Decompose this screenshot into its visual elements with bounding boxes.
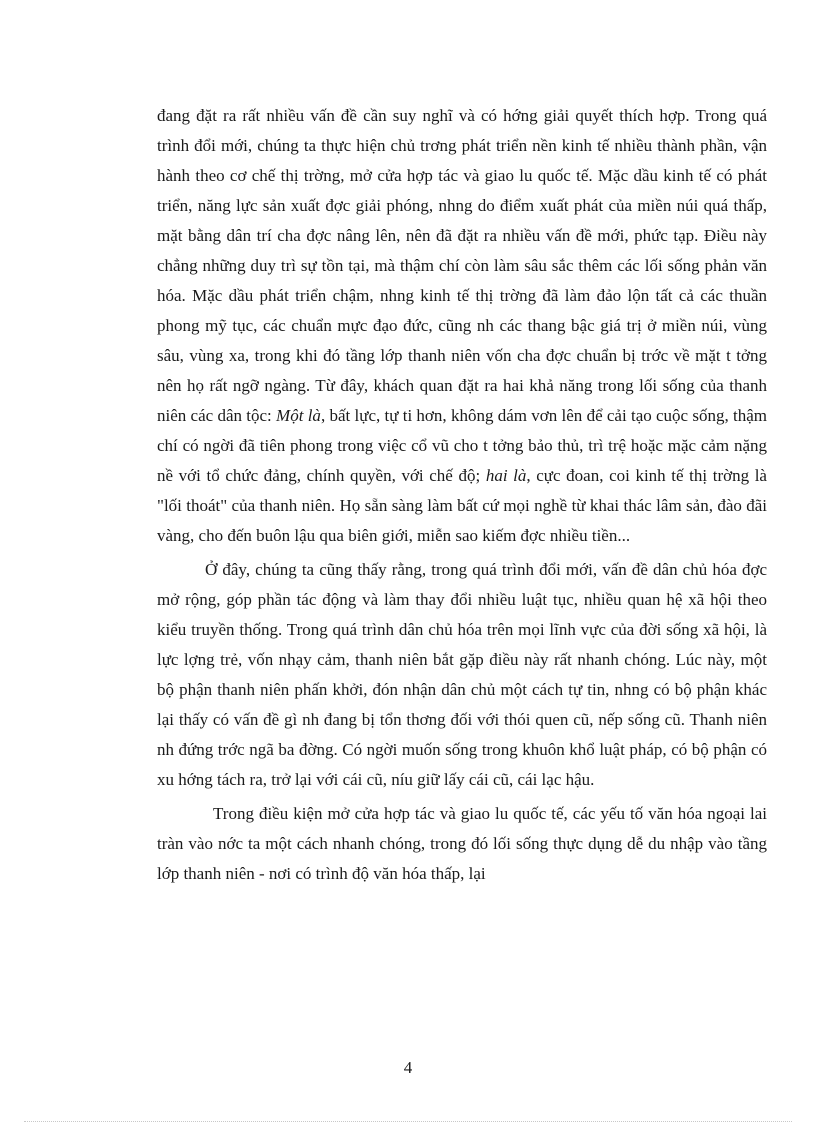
italic-phrase-mot-la: Một là bbox=[276, 406, 321, 425]
paragraph-1-text-b: , bất lực, tự ti hơn, không dám vơn lên để cải tạo cuộc sống, thậm chí có ngời đã tiên phong trong việc cổ vũ cho t tởng bảo thủ, trì trệ hoặc mặc cảm nặng nề với tổ chức đảng, chính quyền, với chế độ; bbox=[157, 406, 768, 485]
body-text bbox=[157, 101, 767, 889]
paragraph-1 bbox=[157, 101, 767, 551]
paragraph-2: Ở đây, chúng ta cũng thấy rằng, trong quá trình đổi mới, vấn đề dân chủ hóa đợc mở rộng, góp phần tác động và làm thay đổi nhiều luật tục, nhiều quan hệ xã hội theo kiểu truyền thống. Trong quá trình dân chủ hóa trên mọi lĩnh vực của đời sống xã hội, là lực lợng trẻ, vốn nhạy cảm, thanh niên bắt gặp điều này rất nhanh chóng. Lúc này, một bộ phận thanh niên phấn khởi, đón nhận dân chủ một cách tự tin, nhng có bộ phận khác lại thấy có vấn đề gì nh đang bị tổn thơng đối với thói quen cũ, nếp sống cũ. Thanh niên nh đứng trớc ngã ba đờng. Có ngời muốn sống trong khuôn khổ luật pháp, có bộ phận có xu hớng tách ra, trở lại với cái cũ, níu giữ lấy cái cũ, cái lạc hậu. bbox=[157, 560, 767, 789]
paragraph-3: Trong điều kiện mở cửa hợp tác và giao lu quốc tế, các yếu tố văn hóa ngoại lai tràn vào nớc ta một cách nhanh chóng, trong đó lối sống thực dụng dễ du nhập vào tầng lớp thanh niên - nơi có trình độ văn hóa thấp, lại bbox=[157, 804, 767, 883]
paragraph-1-text-c: , cực đoan, coi kinh tế thị trờng là "lối thoát" của thanh niên. Họ sẵn sàng làm bất cứ mọi nghề từ khai thác lâm sản, đào đãi vàng, cho đến buôn lậu qua biên giới, miễn sao kiếm đợc nhiều tiền... bbox=[157, 466, 767, 545]
italic-phrase-hai-la: hai là bbox=[485, 466, 527, 485]
paragraph-1-text-a: đang đặt ra rất nhiều vấn đề cần suy nghĩ và có hớng giải quyết thích hợp. Trong quá trình đổi mới, chúng ta thực hiện chủ trơng phát triển nền kinh tế nhiều thành phần, vận hành theo cơ chế thị trờng, mở cửa hợp tác và giao lu quốc tế. Mặc dầu kinh tế có phát triển, năng lực sản xuất đợc giải phóng, nhng do điểm xuất phát của miền núi quá thấp, mặt bằng dân trí cha đợc nâng lên, nên đã đặt ra nhiều vấn đề mới, phức tạp. Điều này chẳng những duy trì sự tồn tại, mà thậm chí còn làm sâu sắc thêm các lối sống phản văn hóa. Mặc dầu phát triển chậm, nhng kinh tế thị trờng đã làm đảo lộn tất cả các thuần phong mỹ tục, các chuẩn mực đạo đức, cũng nh các thang bậc giá trị ở miền núi, vùng sâu, vùng xa, trong khi đó tầng lớp thanh niên vốn cha đợc chuẩn bị trớc về mặt t tởng nên họ rất ngỡ ngàng. Từ đây, khách quan đặt ra hai khả năng trong lối sống của thanh niên các dân tộc: bbox=[157, 106, 767, 425]
page-number: 4 bbox=[403, 1058, 413, 1077]
footer-divider bbox=[24, 1121, 792, 1122]
